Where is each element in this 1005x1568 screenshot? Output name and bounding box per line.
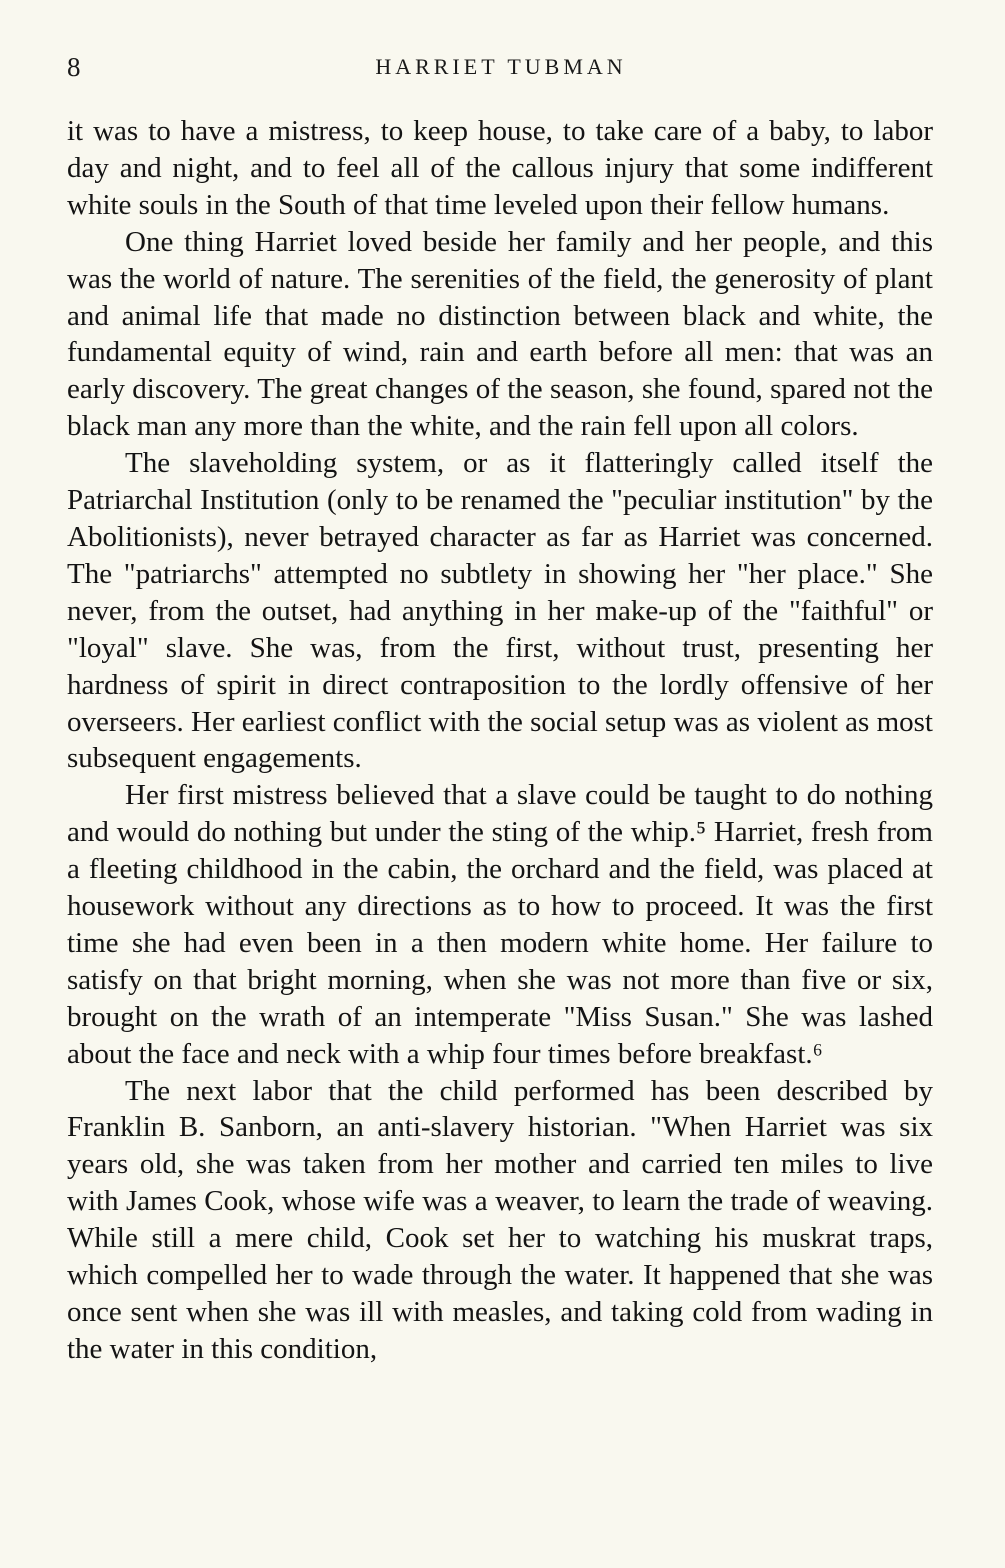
paragraph-3: The slaveholding system, or as it flatteringly called itself the Patriarchal Institution (only to be renamed the "peculiar institution" by the Abolitionists), never betrayed character as far as Harriet was concerned. The "patriarchs" attempted no subtlety in showing her "her place." She never, from the outset, had anything in her make-up of the "faithful" or "loyal" slave. She was, from the first, without trust, presenting her hardness of spirit in direct contraposition to the lordly offensive of her overseers. Her earliest conflict with the social setup was as violent as most subsequent engagements. bbox=[67, 447, 933, 775]
page-header bbox=[67, 52, 933, 84]
page-number: 8 bbox=[67, 52, 81, 82]
paragraph-4: Her first mistress believed that a slave could be taught to do nothing and would do nothing but under the sting of the whip.⁵ Harriet, fresh from a fleeting childhood in the cabin, the orchard and the field, was placed at housework without any directions as to how to proceed. It was the first time she had even been in a then modern white home. Her failure to satisfy on that bright morning, when she was not more than five or six, brought on the wrath of an intemperate "Miss Susan." She was lashed about the face and neck with a whip four times before breakfast.⁶ bbox=[67, 779, 933, 1070]
paragraph-1: it was to have a mistress, to keep house, to take care of a baby, to labor day and night, and to feel all of the callous injury that some indifferent white souls in the South of that time leveled upon their fellow humans. bbox=[67, 115, 933, 221]
paragraph-2: One thing Harriet loved beside her family and her people, and this was the world of nature. The serenities of the field, the generosity of plant and animal life that made no distinction between black and white, the fundamental equity of wind, rain and earth before all men: that was an early discovery. The great changes of the season, she found, spared not the black man any more than the white, and the rain fell upon all colors. bbox=[67, 225, 933, 443]
paragraph-5: The next labor that the child performed has been described by Franklin B. Sanborn, an anti-slavery historian. "When Harriet was six years old, she was taken from her mother and carried ten miles to live with James Cook, whose wife was a weaver, to learn the trade of weaving. While still a mere child, Cook set her to watching his muskrat traps, which compelled her to wade through the water. It happened that she was once sent when she was ill with measles, and taking cold from wading in the water in this condition, bbox=[67, 1074, 933, 1365]
running-head: HARRIET TUBMAN bbox=[375, 54, 627, 79]
body-text bbox=[67, 113, 933, 1368]
